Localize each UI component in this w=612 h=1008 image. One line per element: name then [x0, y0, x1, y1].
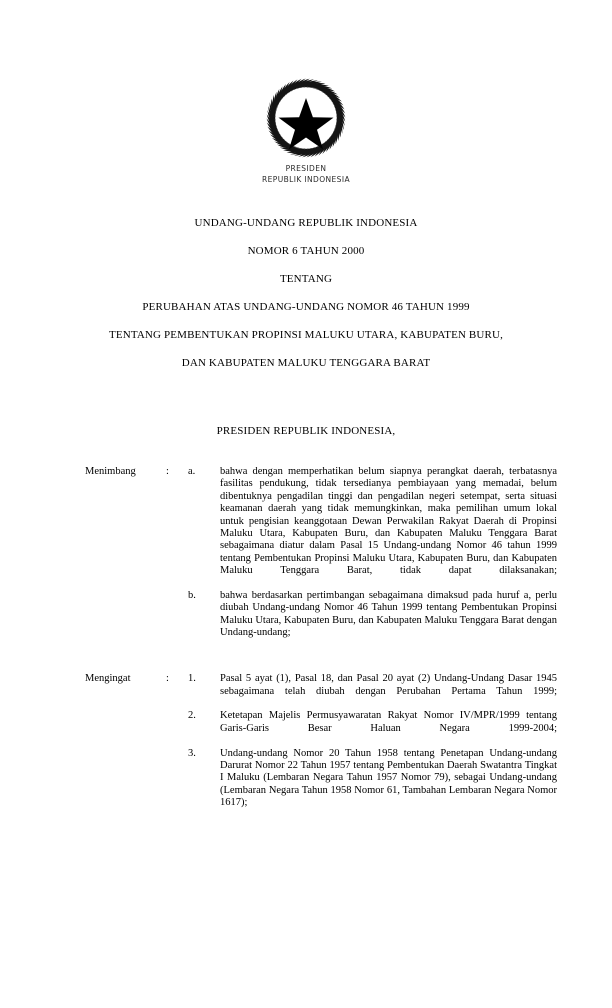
- clause-section: [0, 673, 612, 822]
- clause-item: [0, 748, 612, 822]
- clause-item-marker: b.: [188, 590, 196, 602]
- garuda-star-wreath-emblem-icon: [264, 76, 348, 160]
- presidential-crest-block: [0, 76, 612, 185]
- clause-item-list: [0, 466, 612, 652]
- clause-item-text: Ketetapan Majelis Permusyawaratan Rakyat Nomor IV/MPR/1999 tentang Garis-Garis Besar Haluan Negara 1999-2004;: [220, 710, 557, 734]
- clause-item-marker: 1.: [188, 673, 196, 685]
- clause-item: [0, 673, 612, 710]
- title-line: UNDANG-UNDANG REPUBLIK INDONESIA: [194, 217, 418, 229]
- clause-item-list: [0, 673, 612, 822]
- crest-caption: [0, 164, 612, 185]
- clause-section-colon: :: [166, 466, 169, 477]
- clause-section-label: Mengingat: [85, 673, 131, 685]
- clause-item-marker: a.: [188, 466, 196, 477]
- title-line: PERUBAHAN ATAS UNDANG-UNDANG NOMOR 46 TAHUN 1999: [142, 301, 470, 313]
- clause-item: [0, 710, 612, 747]
- title-line: NOMOR 6 TAHUN 2000: [247, 245, 365, 257]
- clause-item-text: Undang-undang Nomor 20 Tahun 1958 tentang Penetapan Undang-undang Darurat Nomor 22 Tahun 1957 tentang Pembentukan Daerah Swatantra Tingkat I Maluku (Lembaran Negara Tahun 1957 Nomor 79), sebagai Undang-undang (Lembaran Negara Tahun 1958 Nomor 61, Tambahan Lembaran Negara Nomor 1617);: [220, 747, 557, 809]
- clause-sections: [0, 466, 612, 822]
- clause-item-marker: 3.: [188, 747, 196, 759]
- clause-item-text: Pasal 5 ayat (1), Pasal 18, dan Pasal 20 ayat (2) Undang-Undang Dasar 1945 sebagaimana telah diubah dengan Perubahan Pertama Tahun 1999;: [220, 673, 557, 697]
- title-line: DAN KABUPATEN MALUKU TENGGARA BARAT: [181, 357, 431, 369]
- clause-section-colon: :: [166, 673, 169, 685]
- clause-item: [0, 466, 612, 590]
- title-line: TENTANG: [279, 273, 333, 285]
- document-title-block: [56, 216, 556, 370]
- clause-item-text: bahwa berdasarkan pertimbangan sebagaimana dimaksud pada huruf a, perlu diubah Undang-undang Nomor 46 Tahun 1999 tentang Pembentukan Propinsi Maluku Utara, Kabupaten Buru, dan Kabupaten Maluku Tenggara Barat dengan Undang-undang;: [220, 590, 557, 639]
- clause-item-text: bahwa dengan memperhatikan belum siapnya perangkat daerah, terbatasnya fasilitas pendukung, tidak tersedianya pembiayaan yang memadai, belum dibentuknya pengadilan tinggi dan pengadilan negeri setempat, serta situasi keamanan daerah yang tidak memungkinkan, maka pemilihan umum lokal untuk pengisian keanggotaan Dewan Perwakilan Rakyat Daerah di Propinsi Maluku Utara, Kabupaten Buru, dan Kabupaten Maluku Tenggara Barat sebagaimana diatur dalam Pasal 15 Undang-undang Nomor 46 tahun 1999 tentang Pembentukan Propinsi Maluku Utara, Kabupaten Buru, dan Kabupaten Maluku Tenggara Barat, tidak dapat dilaksanakan;: [220, 466, 557, 577]
- title-line: TENTANG PEMBENTUKAN PROPINSI MALUKU UTARA, KABUPATEN BURU,: [109, 329, 503, 341]
- clause-item-marker: 2.: [188, 710, 196, 722]
- crest-caption-line-2: REPUBLIK INDONESIA: [262, 174, 350, 184]
- clause-section-label: Menimbang: [85, 466, 136, 477]
- crest-caption-line-1: PRESIDEN: [285, 164, 327, 173]
- clause-section: [0, 466, 612, 652]
- preamble-heading: PRESIDEN REPUBLIK INDONESIA,: [216, 425, 396, 437]
- clause-item: [0, 590, 612, 652]
